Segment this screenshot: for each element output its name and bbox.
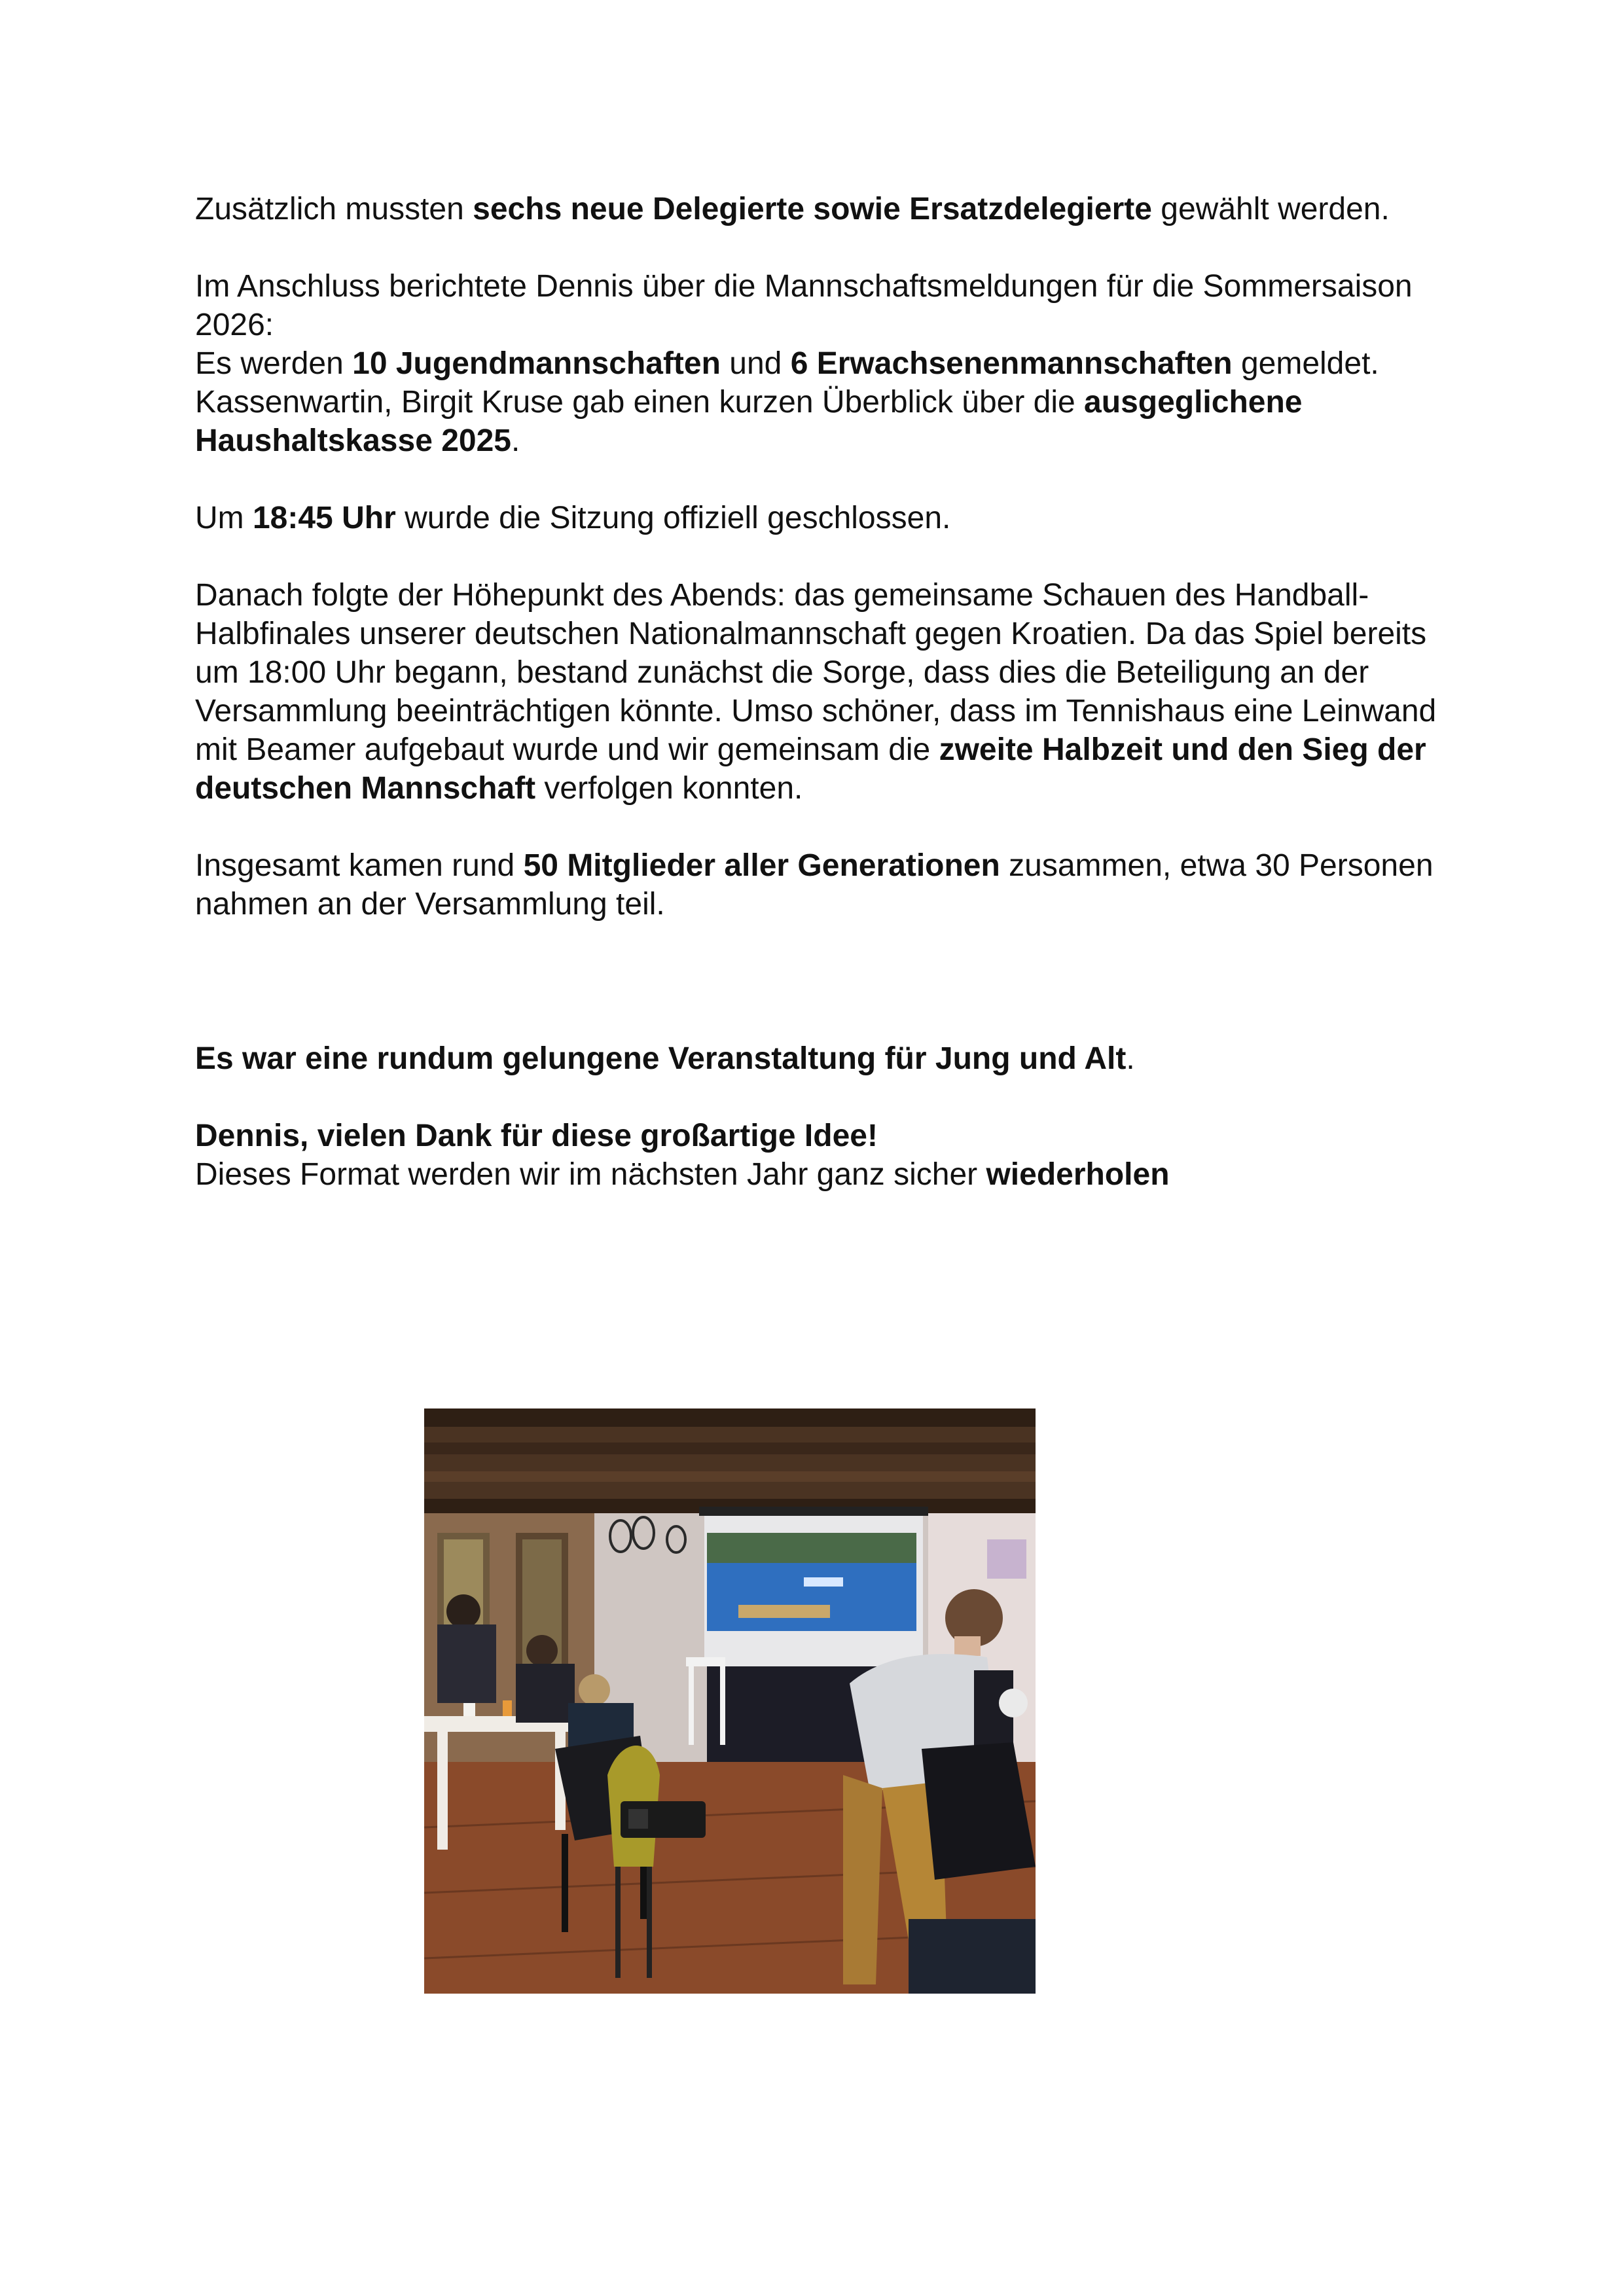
paragraph-handball-viewing: Danach folgte der Höhepunkt des Abends: das gemeinsame Schauen des Handball-Halbfinales unserer deutschen Nationalmannschaft gegen Kroatien. Da das Spiel bereits um 18:00 Uhr begann, bestand zunächst die Sorge, dass dies die Beteiligung an der Versammlung beeinträchtigen könnte. Umso schöner, dass im Tennishaus eine Leinwand mit Beamer aufgebaut wurde und wir gemeinsam die zweite Halbzeit und den Sieg der deutschen Mannschaft verfolgen konnten.: [195, 578, 1437, 806]
paragraph-attendance: Insgesamt kamen rund 50 Mitglieder aller Generationen zusammen, etwa 30 Personen nahmen an der Versammlung teil.: [195, 848, 1434, 922]
paragraph-thanks: Dennis, vielen Dank für diese großartige Idee! Dieses Format werden wir im nächsten Jahr ganz sicher wiederholen: [195, 1119, 1170, 1192]
paragraph-meeting-closed: Um 18:45 Uhr wurde die Sitzung offiziell geschlossen.: [195, 501, 951, 535]
event-photo: [424, 1408, 1036, 1994]
paragraph-team-registrations: Im Anschluss berichtete Dennis über die Mannschaftsmeldungen für die Sommersaison 2026: Es werden 10 Jugendmannschaften und 6 Erwachsenenmannschaften gemeldet. Kassenwartin, Birgit Kruse gab einen kurzen Überblick über die ausgeglichene Haushaltskasse 2025.: [195, 269, 1413, 458]
event-photo-illustration: [424, 1408, 1036, 1994]
paragraph-summary: Es war eine rundum gelungene Veranstaltung für Jung und Alt.: [195, 1041, 1135, 1076]
spacer: [195, 924, 1452, 1039]
document-body: [195, 190, 1452, 1194]
paragraph-delegates: Zusätzlich mussten sechs neue Delegierte sowie Ersatzdelegierte gewählt werden.: [195, 192, 1390, 226]
